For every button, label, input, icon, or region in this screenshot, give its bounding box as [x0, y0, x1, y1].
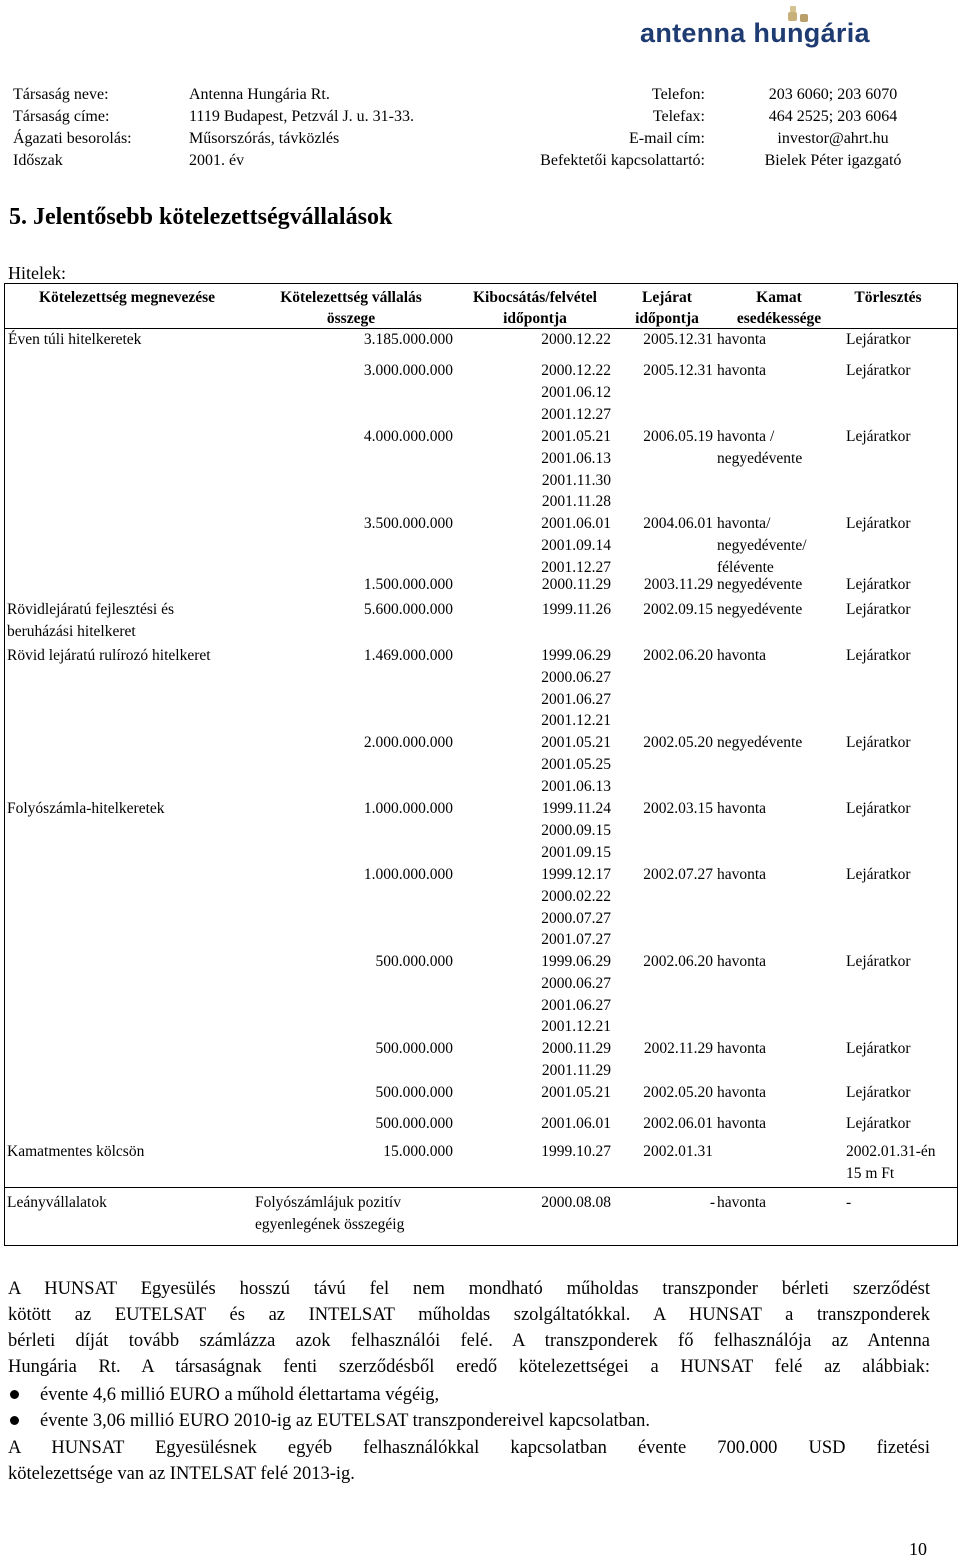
- info-row: [0, 86, 960, 108]
- info-label: Telefon:: [651, 86, 705, 103]
- cell-interest: havonta: [717, 1194, 767, 1211]
- cell-draw-date: 2000.12.22: [541, 331, 611, 348]
- info-row: [0, 130, 960, 152]
- cell-maturity: 2002.06.01: [643, 1115, 713, 1132]
- cell-draw-date: 1999.12.17 2000.02.22 2000.07.27 2001.07.27: [541, 866, 611, 949]
- header-draw-date: Kibocsátás/felvétel időpontja: [473, 289, 597, 327]
- cell-amount: 500.000.000: [375, 953, 453, 970]
- info-row: [0, 108, 960, 130]
- subheading: Hitelek:: [8, 263, 66, 283]
- header-name: Kötelezettség megnevezése: [39, 289, 215, 306]
- cell-draw-date: 1999.06.29 2000.06.27 2001.06.27 2001.12.21: [541, 647, 611, 730]
- info-label: E-mail cím:: [629, 130, 705, 147]
- cell-maturity: 2002.11.29: [643, 1040, 713, 1057]
- cell-maturity: 2002.03.15: [643, 800, 713, 817]
- cell-draw-date: 2001.05.21 2001.05.25 2001.06.13: [541, 734, 611, 795]
- info-label: Ágazati besorolás:: [13, 130, 132, 147]
- bullet-text: évente 4,6 millió EURO a műhold élettartama végéig,: [40, 1385, 440, 1405]
- cell-amount: 1.469.000.000: [363, 647, 453, 664]
- info-value: Bielek Péter igazgató: [764, 152, 902, 169]
- cell-interest: negyedévente: [717, 734, 803, 751]
- bullet-list: [8, 1382, 650, 1434]
- antenna-hungaria-logo: [640, 12, 952, 58]
- cell-maturity: -: [709, 1194, 715, 1211]
- info-label: Befektetői kapcsolattartó:: [540, 152, 705, 169]
- cell-interest: negyedévente: [717, 601, 803, 618]
- cell-maturity: 2002.06.20: [643, 953, 713, 970]
- bullet-icon: [10, 1390, 19, 1399]
- cell-interest: havonta: [717, 866, 767, 883]
- cell-interest: havonta/ negyedévente/ félévente: [717, 515, 807, 576]
- cell-repayment: Lejáratkor: [846, 734, 911, 751]
- cell-amount: 15.000.000: [383, 1143, 453, 1160]
- cell-name: Kamatmentes kölcsön: [7, 1143, 145, 1160]
- cell-draw-date: 2000.12.22 2001.06.12 2001.12.27: [541, 362, 611, 423]
- cell-draw-date: 1999.10.27: [541, 1143, 611, 1160]
- cell-repayment: Lejáratkor: [846, 866, 911, 883]
- logo-wordmark: antenna hungária: [640, 18, 870, 48]
- cell-interest: havonta / negyedévente: [717, 428, 803, 467]
- cell-name: Éven túli hitelkeretek: [8, 331, 142, 348]
- cell-interest: havonta: [717, 1084, 767, 1101]
- cell-interest: havonta: [717, 362, 767, 379]
- header-maturity: Lejárat időpontja: [635, 289, 699, 327]
- cell-interest: havonta: [717, 800, 767, 817]
- cell-repayment: Lejáratkor: [846, 601, 911, 618]
- cell-draw-date: 1999.11.26: [541, 601, 611, 618]
- cell-amount: 1.000.000.000: [363, 866, 453, 883]
- cell-repayment: Lejáratkor: [846, 800, 911, 817]
- cell-maturity: 2002.01.31: [643, 1143, 713, 1160]
- cell-maturity: 2006.05.19: [643, 428, 713, 445]
- cell-draw-date: 2001.05.21: [541, 1084, 611, 1101]
- bullet-text: évente 3,06 millió EURO 2010-ig az EUTELSAT transzpondereivel kapcsolatban.: [40, 1411, 651, 1431]
- cell-draw-date: 2001.05.21 2001.06.13 2001.11.30 2001.11.28: [541, 428, 611, 511]
- cell-amount: 1.500.000.000: [363, 576, 453, 593]
- cell-repayment: 2002.01.31-én 15 m Ft: [846, 1143, 936, 1182]
- cell-maturity: 2002.05.20: [643, 1084, 713, 1101]
- cell-maturity: 2002.07.27: [643, 866, 713, 883]
- cell-draw-date: 1999.06.29 2000.06.27 2001.06.27 2001.12.21: [541, 953, 611, 1036]
- cell-name: Leányvállalatok: [7, 1194, 107, 1211]
- cell-repayment: Lejáratkor: [846, 1115, 911, 1132]
- cell-amount: 500.000.000: [375, 1040, 453, 1057]
- paragraph-line: A HUNSAT Egyesülésnek egyéb felhasználókkal kapcsolatban évente 700.000 USD fizetési: [8, 1438, 930, 1458]
- cell-maturity: 2005.12.31: [643, 331, 713, 348]
- header-repayment: Törlesztés: [854, 289, 922, 306]
- info-row: [0, 152, 960, 174]
- paragraph-line: Hungária Rt. A társaságnak fenti szerződésből eredő kötelezettségei a HUNSAT felé az alábbiak:: [8, 1357, 930, 1377]
- cell-draw-date: 2000.08.08: [541, 1194, 611, 1211]
- cell-draw-date: 1999.11.24 2000.09.15 2001.09.15: [541, 800, 611, 861]
- paragraph-line: A HUNSAT Egyesülés hosszú távú fel nem mondható műholdas transzponder bérleti szerződést: [8, 1279, 930, 1299]
- info-label: Társaság címe:: [13, 108, 110, 125]
- cell-amount: 3.185.000.000: [363, 331, 453, 348]
- cell-interest: negyedévente: [717, 576, 803, 593]
- cell-repayment: Lejáratkor: [846, 1084, 911, 1101]
- bullet-item: [8, 1408, 650, 1434]
- bullet-item: [8, 1382, 650, 1408]
- cell-amount: 1.000.000.000: [363, 800, 453, 817]
- info-value: Műsorszórás, távközlés: [189, 130, 340, 147]
- cell-name: Rövid lejáratú rulírozó hitelkeret: [7, 647, 211, 664]
- cell-draw-date: 2001.06.01: [541, 1115, 611, 1132]
- page-number: 10: [909, 1539, 927, 1559]
- info-label: Időszak: [13, 152, 63, 169]
- cell-repayment: Lejáratkor: [846, 428, 911, 445]
- cell-interest: havonta: [717, 647, 767, 664]
- cell-amount: 500.000.000: [375, 1115, 453, 1132]
- cell-repayment: Lejáratkor: [846, 647, 911, 664]
- cell-interest: havonta: [717, 953, 767, 970]
- info-value: investor@ahrt.hu: [777, 130, 889, 147]
- info-value: Antenna Hungária Rt.: [189, 86, 330, 103]
- cell-maturity: 2005.12.31: [643, 362, 713, 379]
- paragraph-line: kötött az EUTELSAT és az INTELSAT műholdas szolgáltatókkal. A HUNSAT a transzponderek: [8, 1305, 930, 1325]
- cell-interest: havonta: [717, 331, 767, 348]
- cell-amount: 500.000.000: [375, 1084, 453, 1101]
- cell-draw-date: 2001.06.01 2001.09.14 2001.12.27: [541, 515, 611, 576]
- info-label: Társaság neve:: [13, 86, 109, 103]
- obligations-table: [4, 283, 958, 1246]
- info-value: 203 6060; 203 6070: [768, 86, 898, 103]
- cell-maturity: 2002.09.15: [643, 601, 713, 618]
- info-value: 1119 Budapest, Petzvál J. u. 31-33.: [189, 108, 415, 125]
- cell-draw-date: 2000.11.29 2001.11.29: [541, 1040, 611, 1079]
- cell-interest: havonta: [717, 1115, 767, 1132]
- paragraph-line: kötelezettsége van az INTELSAT felé 2013-ig.: [8, 1464, 355, 1484]
- cell-repayment: Lejáratkor: [846, 515, 911, 532]
- cell-maturity: 2002.05.20: [643, 734, 713, 751]
- cell-amount: 5.600.000.000: [363, 601, 453, 618]
- cell-maturity: 2003.11.29: [643, 576, 713, 593]
- info-label: Telefax:: [652, 108, 705, 125]
- paragraph-hunsat: [8, 1276, 930, 1380]
- info-value: 2001. év: [189, 152, 245, 169]
- header-amount: Kötelezettség vállalás összege: [280, 289, 422, 327]
- cell-name: Rövidlejáratú fejlesztési és beruházási hitelkeret: [7, 601, 174, 640]
- table-divider: [5, 1187, 957, 1188]
- bullet-icon: [10, 1416, 19, 1425]
- cell-repayment: -: [846, 1194, 852, 1211]
- cell-repayment: Lejáratkor: [846, 1040, 911, 1057]
- cell-amount: 3.500.000.000: [363, 515, 453, 532]
- cell-repayment: Lejáratkor: [846, 953, 911, 970]
- section-title: 5. Jelentősebb kötelezettségvállalások: [9, 204, 393, 230]
- info-value: 464 2525; 203 6064: [768, 108, 898, 125]
- paragraph-line: bérleti díját tovább számlázza azok felhasználói felé. A transzponderek fő felhasználója az Antenna: [8, 1331, 930, 1351]
- cell-draw-date: 2000.11.29: [541, 576, 611, 593]
- paragraph-hunsat-intelsat: [8, 1435, 930, 1487]
- cell-amount: 3.000.000.000: [363, 362, 453, 379]
- cell-maturity: 2004.06.01: [643, 515, 713, 532]
- cell-interest: havonta: [717, 1040, 767, 1057]
- cell-amount: Folyószámlájuk pozitív egyenlegének összegéig: [255, 1194, 405, 1233]
- header-interest: Kamat esedékessége: [736, 289, 822, 327]
- cell-amount: 2.000.000.000: [363, 734, 453, 751]
- cell-repayment: Lejáratkor: [846, 331, 911, 348]
- cell-name: Folyószámla-hitelkeretek: [7, 800, 165, 817]
- cell-repayment: Lejáratkor: [846, 362, 911, 379]
- cell-maturity: 2002.06.20: [643, 647, 713, 664]
- cell-amount: 4.000.000.000: [363, 428, 453, 445]
- cell-repayment: Lejáratkor: [846, 576, 911, 593]
